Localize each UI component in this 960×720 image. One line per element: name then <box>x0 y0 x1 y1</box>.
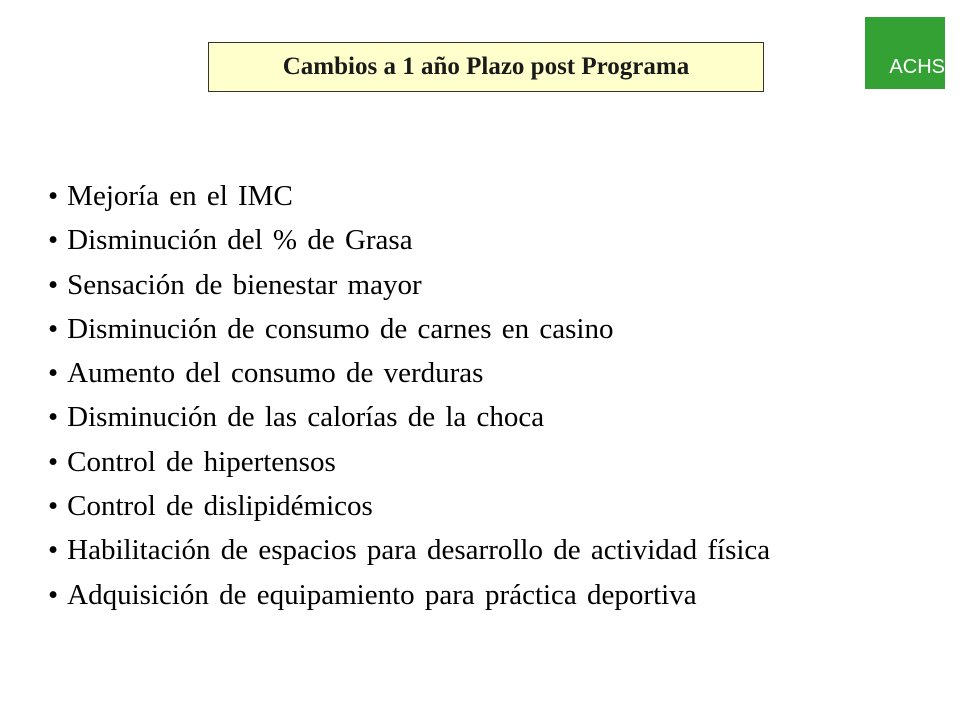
list-item-text: Disminución del % de Grasa <box>67 224 413 257</box>
slide-title <box>208 42 764 92</box>
bullet-icon: • <box>48 445 59 478</box>
bullet-icon: • <box>48 180 59 212</box>
list-item-text: Habilitación de espacios para desarrollo de actividad física <box>67 534 771 567</box>
list-item <box>48 484 953 528</box>
list-item-text: Aumento del consumo de verduras <box>67 357 484 390</box>
bullet-icon: • <box>48 490 59 523</box>
bullet-icon: • <box>48 534 59 567</box>
bullet-icon: • <box>48 578 59 611</box>
list-item <box>48 573 953 617</box>
bullet-icon: • <box>48 312 59 345</box>
list-item <box>48 440 953 484</box>
list-item <box>48 395 953 439</box>
list-item <box>48 174 953 218</box>
list-item-text: Disminución de consumo de carnes en casino <box>67 312 614 345</box>
list-item-text: Control de dislipidémicos <box>67 490 373 523</box>
bullet-icon: • <box>48 224 59 257</box>
list-item <box>48 307 953 351</box>
slide-title-text: Cambios a 1 año Plazo post Programa <box>282 53 690 80</box>
list-item <box>48 263 953 307</box>
bullet-icon: • <box>48 401 59 434</box>
list-item-text: Sensación de bienestar mayor <box>67 268 422 301</box>
bullet-icon: • <box>48 357 59 390</box>
list-item <box>48 218 953 262</box>
list-item <box>48 528 953 572</box>
list-item-text: Control de hipertensos <box>67 445 336 478</box>
list-item-text: Mejoría en el IMC <box>67 180 293 212</box>
bullet-icon: • <box>48 268 59 301</box>
logo-text: ACHS <box>889 56 945 78</box>
list-item <box>48 351 953 395</box>
achs-logo <box>865 17 945 89</box>
list-item-text: Disminución de las calorías de la choca <box>67 401 545 434</box>
bullet-list <box>48 174 953 617</box>
list-item-text: Adquisición de equipamiento para práctica deportiva <box>67 578 697 611</box>
